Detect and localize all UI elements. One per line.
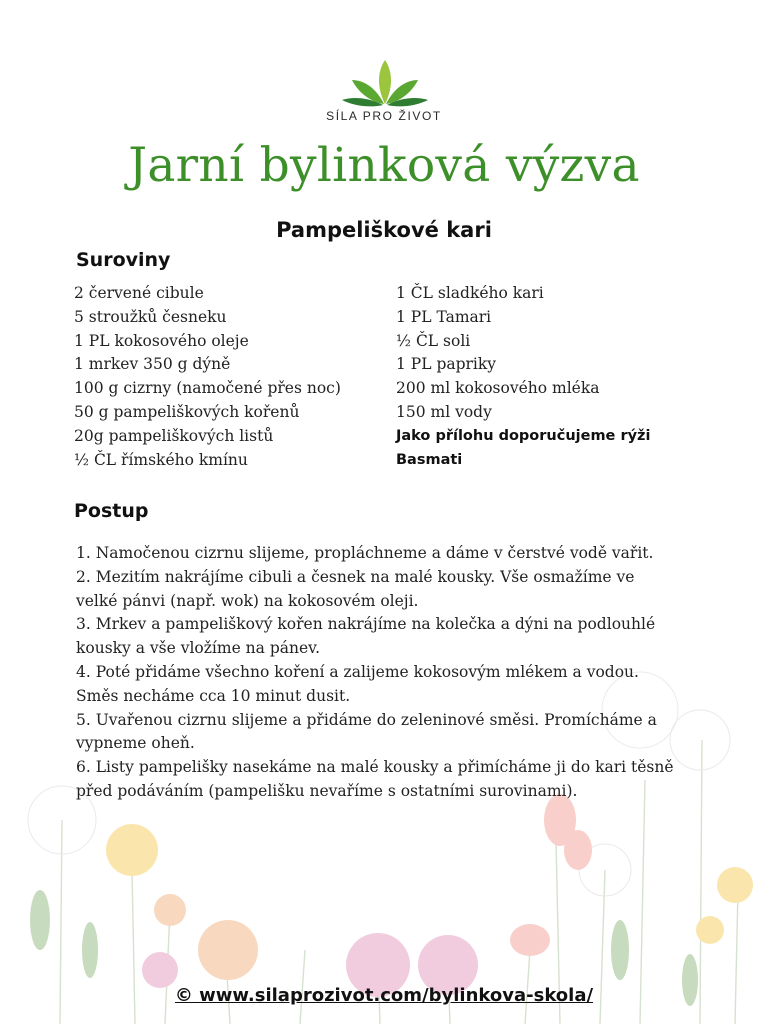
ingredient-item: 100 g cizrny (namočené přes noc) <box>74 379 341 398</box>
procedure-heading: Postup <box>74 500 149 522</box>
ingredient-item: 20g pampeliškových listů <box>74 426 274 445</box>
ingredient-item: 50 g pampeliškových kořenů <box>74 402 300 421</box>
ingredients-right-column <box>396 282 650 472</box>
step-line: velké pánvi (např. wok) na kokosovém oleji. <box>76 591 419 610</box>
website-link[interactable]: © www.silaprozivot.com/bylinkova-skola/ <box>174 985 594 1006</box>
step-line: 3. Mrkev a pampeliškový kořen nakrájíme na kolečka a dýni na podlouhlé <box>76 615 656 634</box>
ingredient-item: 2 červené cibule <box>74 284 204 302</box>
ingredient-item: 1 ČL sladkého kari <box>396 284 544 302</box>
ingredient-item: ½ ČL římského kmínu <box>74 450 248 469</box>
side-dish-note: Jako přílohu doporučujeme rýži <box>396 427 651 444</box>
step-line: kousky a vše vložíme na pánev. <box>76 639 320 658</box>
footer <box>0 985 768 1006</box>
ingredients-heading: Suroviny <box>76 249 171 271</box>
ingredient-item: 1 PL kokosového oleje <box>74 331 249 350</box>
ingredient-item: ½ ČL soli <box>396 331 471 350</box>
ingredient-item: 150 ml vody <box>396 402 492 421</box>
step-line: 4. Poté přidáme všechno koření a zalijeme kokosovým mlékem a vodou. <box>76 662 639 681</box>
step-line: vypneme oheň. <box>76 734 195 753</box>
ingredient-item: 1 PL Tamari <box>396 307 492 326</box>
step-line: 5. Uvařenou cizrnu slijeme a přidáme do zeleninové směsi. Promícháme a <box>76 710 657 729</box>
ingredient-item: 200 ml kokosového mléka <box>396 379 600 398</box>
brand-name: SÍLA PRO ŽIVOT <box>326 109 442 123</box>
step-line: 1. Namočenou cizrnu slijeme, propláchneme a dáme v čerstvé vodě vařit. <box>76 544 654 562</box>
ingredient-item: 1 mrkev 350 g dýně <box>74 355 231 374</box>
procedure-steps <box>76 542 716 804</box>
page-title: Jarní bylinková výzva <box>128 138 640 193</box>
side-dish-note-cont: Basmati <box>396 451 463 468</box>
ingredient-item: 1 PL papriky <box>396 355 497 374</box>
recipe-title: Pampeliškové kari <box>276 218 492 242</box>
step-line: 2. Mezitím nakrájíme cibuli a česnek na malé kousky. Vše osmažíme ve <box>76 567 635 586</box>
step-line: Směs necháme cca 10 minut dusit. <box>76 686 351 705</box>
lotus-leaves-icon <box>340 58 430 108</box>
ingredient-item: 5 stroužků česneku <box>74 307 227 326</box>
ingredients-left-column <box>74 282 341 472</box>
step-line: před podáváním (pampelišku nevaříme s ostatními surovinami). <box>76 781 578 800</box>
step-line: 6. Listy pampelišky nasekáme na malé kousky a přimícháme ji do kari těsně <box>76 758 674 777</box>
